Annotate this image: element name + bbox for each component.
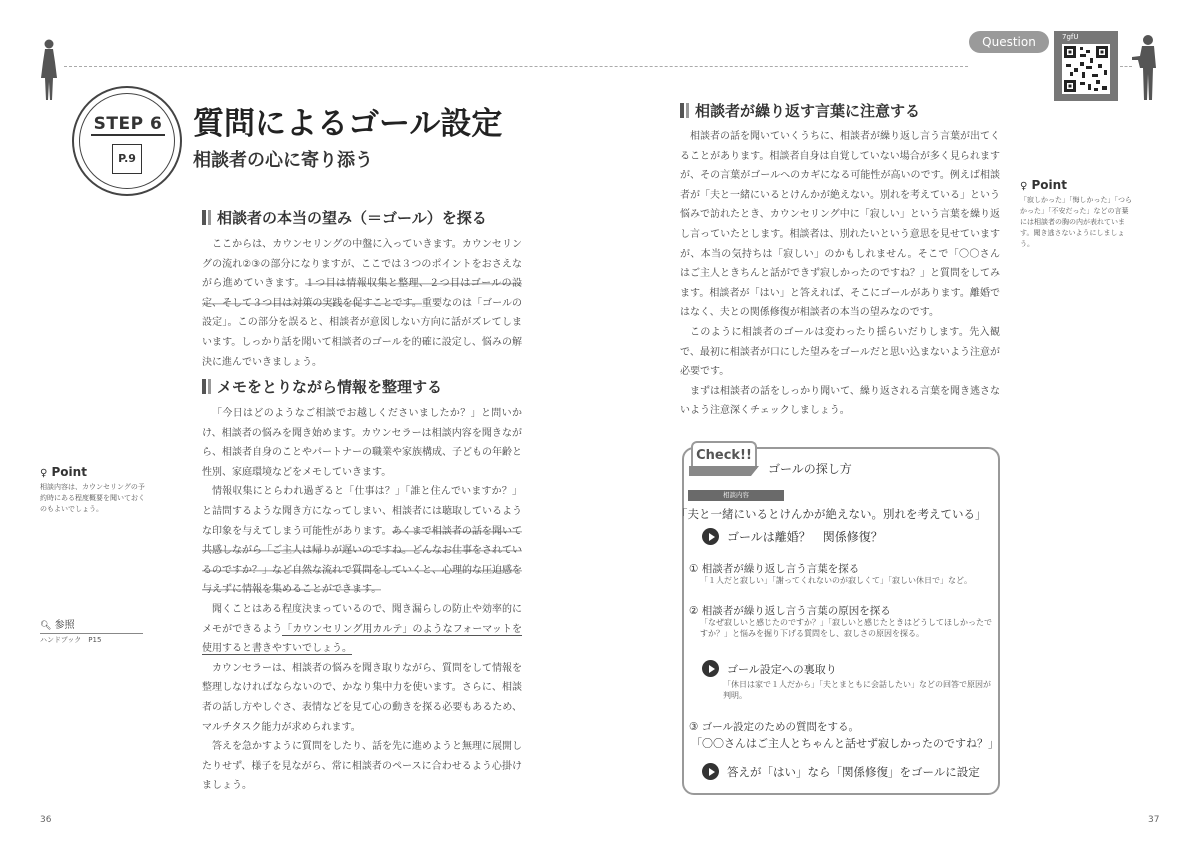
- question-tag: Question: [969, 31, 1049, 53]
- paragraph: 答えを急かすように質問をしたり、話を先に進めようと無理に展開したりせず、様子を見ながら、常に相談者のペースに合わせるよう心掛けましょう。: [202, 741, 522, 792]
- section1-body: [202, 235, 522, 372]
- arrow2-note: 「休日は家で１人だから」「夫とまともに会話したい」などの回答で原因が判明。: [723, 680, 991, 700]
- reference-title-text: 参照: [54, 620, 75, 631]
- step-badge-inner: [79, 93, 175, 189]
- lightbulb-icon: ♀: [1020, 181, 1028, 192]
- consult-quote: 「夫と一緒にいるとけんかが絶えない。別れを考えている」: [676, 507, 987, 521]
- section2-body: [202, 404, 522, 796]
- step-badge: [72, 86, 182, 196]
- paragraph: [202, 482, 522, 600]
- arrow-row-text: ゴール設定への裏取り: [727, 662, 837, 676]
- point-title-text: Point: [1031, 178, 1067, 192]
- point-title-text: Point: [51, 465, 87, 479]
- qr-code-label: 7gfU: [1062, 33, 1079, 41]
- highlighted-text: １つ目は情報収集と整理、２つ目はゴールの設定、そして３つ目は対策の実践を促すことです。: [202, 278, 522, 309]
- page-title: 質問によるゴール設定: [193, 106, 503, 142]
- step1-note: 「１人だと寂しい」「謝ってくれないのが寂しくて」「寂しい休日で」など。: [700, 576, 972, 585]
- section-heading-text: メモをとりながら情報を整理する: [217, 378, 443, 396]
- qr-pattern-icon: [1062, 44, 1110, 94]
- reference-title: [40, 616, 143, 634]
- highlighted-text: あくまで相談者の話を聞いて共感しながら「ご主人は帰りが遅いのですね。どんなお仕事をされているのですか？」など自然な流れで質問をしていくと、心理的な圧迫感を与えずに情報を集めることができます。: [202, 525, 523, 596]
- paragraph: カウンセラーは、相談者の悩みを聞き取りながら、質問をして情報を整理しなければならないので、かなり集中力を使います。さらに、相談者の話し方やしぐさ、表情などを見て心の動きを探る必要もあるため、マルチタスク能力が求められます。: [202, 662, 522, 733]
- consult-label: 相談内容: [688, 490, 784, 501]
- paragraph: [202, 600, 522, 659]
- check-title: ゴールの探し方: [768, 462, 852, 476]
- section-heading-text: 相談者の本当の望み（＝ゴール）を探る: [217, 209, 487, 227]
- paragraph-text: 情報収集にとらわれ過ぎると「仕事は？」「誰と住んでいますか？」と詰問するような聞き方になってしまい、相談者には聴取しているような印象を与えてしまう可能性があります。: [202, 486, 522, 537]
- check-tab: Check!!: [691, 441, 757, 469]
- page-number-right: 37: [1148, 815, 1160, 825]
- section-heading-1: [202, 207, 487, 228]
- check-ribbon-icon: [689, 466, 759, 476]
- underlined-text: 「カウンセリング用カルテ」のようなフォーマットを使用すると書きやすいでしょう。: [202, 623, 523, 655]
- paragraph-text: 重要なのは「ゴールの設定」。この部分を誤ると、相談者が意図しない方向に話がズレてしまいます。しっかり話を聞いて相談者のゴールを的確に設定し、悩みの解決に進んでいきましょう。: [202, 297, 522, 368]
- heading-bar-icon: [208, 379, 211, 394]
- point-text: 相談内容は、カウンセリングの予約時にある程度概要を聞いておくのもよいでしょう。: [40, 483, 145, 513]
- section-heading-text: 相談者が繰り返す言葉に注意する: [695, 102, 921, 120]
- step2-note: 「なぜ寂しいと感じたのですか？」「寂しいと感じたときはどうしてほしかったですか？」と悩みを掘り下げる質問をし、寂しさの原因を探る。: [700, 618, 992, 638]
- step2-title: ② 相談者が繰り返し言う言葉の原因を探る: [689, 605, 891, 617]
- woman-silhouette-icon: [36, 38, 62, 104]
- heading-bar-icon: [680, 103, 684, 118]
- page-subtitle: 相談者の心に寄り添う: [193, 150, 373, 171]
- step3-title: ③ ゴール設定のための質問をする。: [689, 721, 860, 733]
- paragraph: このように相談者のゴールは変わったり揺らいだりします。先入観で、最初に相談者が口にした望みをゴールだと思い込まないよう注意が必要です。: [680, 326, 1000, 378]
- heading-bar-icon: [208, 210, 211, 225]
- heading-bar-icon: [202, 379, 206, 394]
- page-ref-label: P.9: [112, 144, 142, 174]
- step-label: STEP 6: [80, 114, 176, 134]
- step1-title: ① 相談者が繰り返し言う言葉を探る: [689, 563, 860, 575]
- arrow-row-text: ゴールは離婚？ 関係修復？: [727, 530, 883, 544]
- section-heading-3: [680, 100, 920, 121]
- header-dashed-rule: [64, 66, 968, 67]
- paragraph: まずは相談者の話をしっかり聞いて、繰り返される言葉を聞き逃さないよう注意深くチェックしましょう。: [680, 385, 1000, 417]
- point-text: 「寂しかった」「悔しかった」「つらかった」「不安だった」などの言葉には相談者の胸の内が表れています。聞き逃さないようにしましょう。: [1020, 196, 1132, 248]
- arrow-right-circle-icon: [702, 528, 719, 545]
- reference-text: ハンドブック P15: [40, 636, 102, 644]
- paragraph: 「今日はどのようなご相談でお越しくださいましたか？」と問いかけ、相談者の悩みを聞き始めます。カウンセラーは相談内容を聞きながら、相談者自身のことやパートナーの職業や家族構成、子どもの年齢と性別、家庭環境などをメモしていきます。: [202, 408, 522, 478]
- paragraph: 相談者の話を聞いていくうちに、相談者が繰り返し言う言葉が出てくることがあります。相談者自身は自覚していない場合が多く見られますが、その言葉がゴールへのカギになる可能性が高いのです。例えば相談者が「夫と一緒にいるとけんかが絶えない。別れを考えている」という悩みで訪れたとき、カウンセリング中に「寂しい」という言葉を繰り返し言っていたとします。相談者は、別れたいという意思を見せていますが、本当の気持ちは「寂しい」のかもしれません。そこで「〇〇さんはご主人ときちんと話ができず寂しかったのですね？」と質問をしてみます。相談者が「はい」と答えれば、そこにゴールがあります。離婚ではなく、夫との関係修復が相談者の本当の望みなのです。: [680, 131, 1000, 319]
- arrow-row-text: 答えが「はい」なら「関係修復」をゴールに設定: [727, 764, 980, 779]
- point-title: [1020, 178, 1067, 192]
- heading-bar-icon: [202, 210, 206, 225]
- arrow-right-circle-icon: [702, 660, 719, 677]
- magnifier-icon: 🔍︎: [40, 621, 52, 631]
- step3-quote: 「〇〇さんはご主人とちゃんと話せず寂しかったのですね？」: [691, 737, 999, 750]
- arrow-row-3: [702, 763, 980, 780]
- man-silhouette-icon: [1130, 34, 1162, 104]
- heading-bar-icon: [686, 103, 689, 118]
- paragraph-text: 聞くことはある程度決まっているので、聞き漏らしの防止や効率的にメモができるよう: [202, 603, 522, 635]
- page-number-left: 36: [40, 815, 52, 825]
- qr-code-pattern: [1062, 44, 1110, 94]
- arrow-right-circle-icon: [702, 763, 719, 780]
- arrow-row-2: [702, 660, 837, 677]
- lightbulb-icon: ♀: [40, 468, 48, 479]
- arrow-row-1: [702, 528, 883, 545]
- section3-body: [680, 127, 1000, 421]
- section-heading-2: [202, 376, 442, 397]
- point-title: [40, 465, 87, 479]
- paragraph: [202, 235, 522, 372]
- paragraph-text: ここからは、カウンセリングの中盤に入っていきます。カウンセリングの流れ②③の部分になりますが、ここでは３つのポイントをおさえながら進めていきます。: [202, 239, 522, 290]
